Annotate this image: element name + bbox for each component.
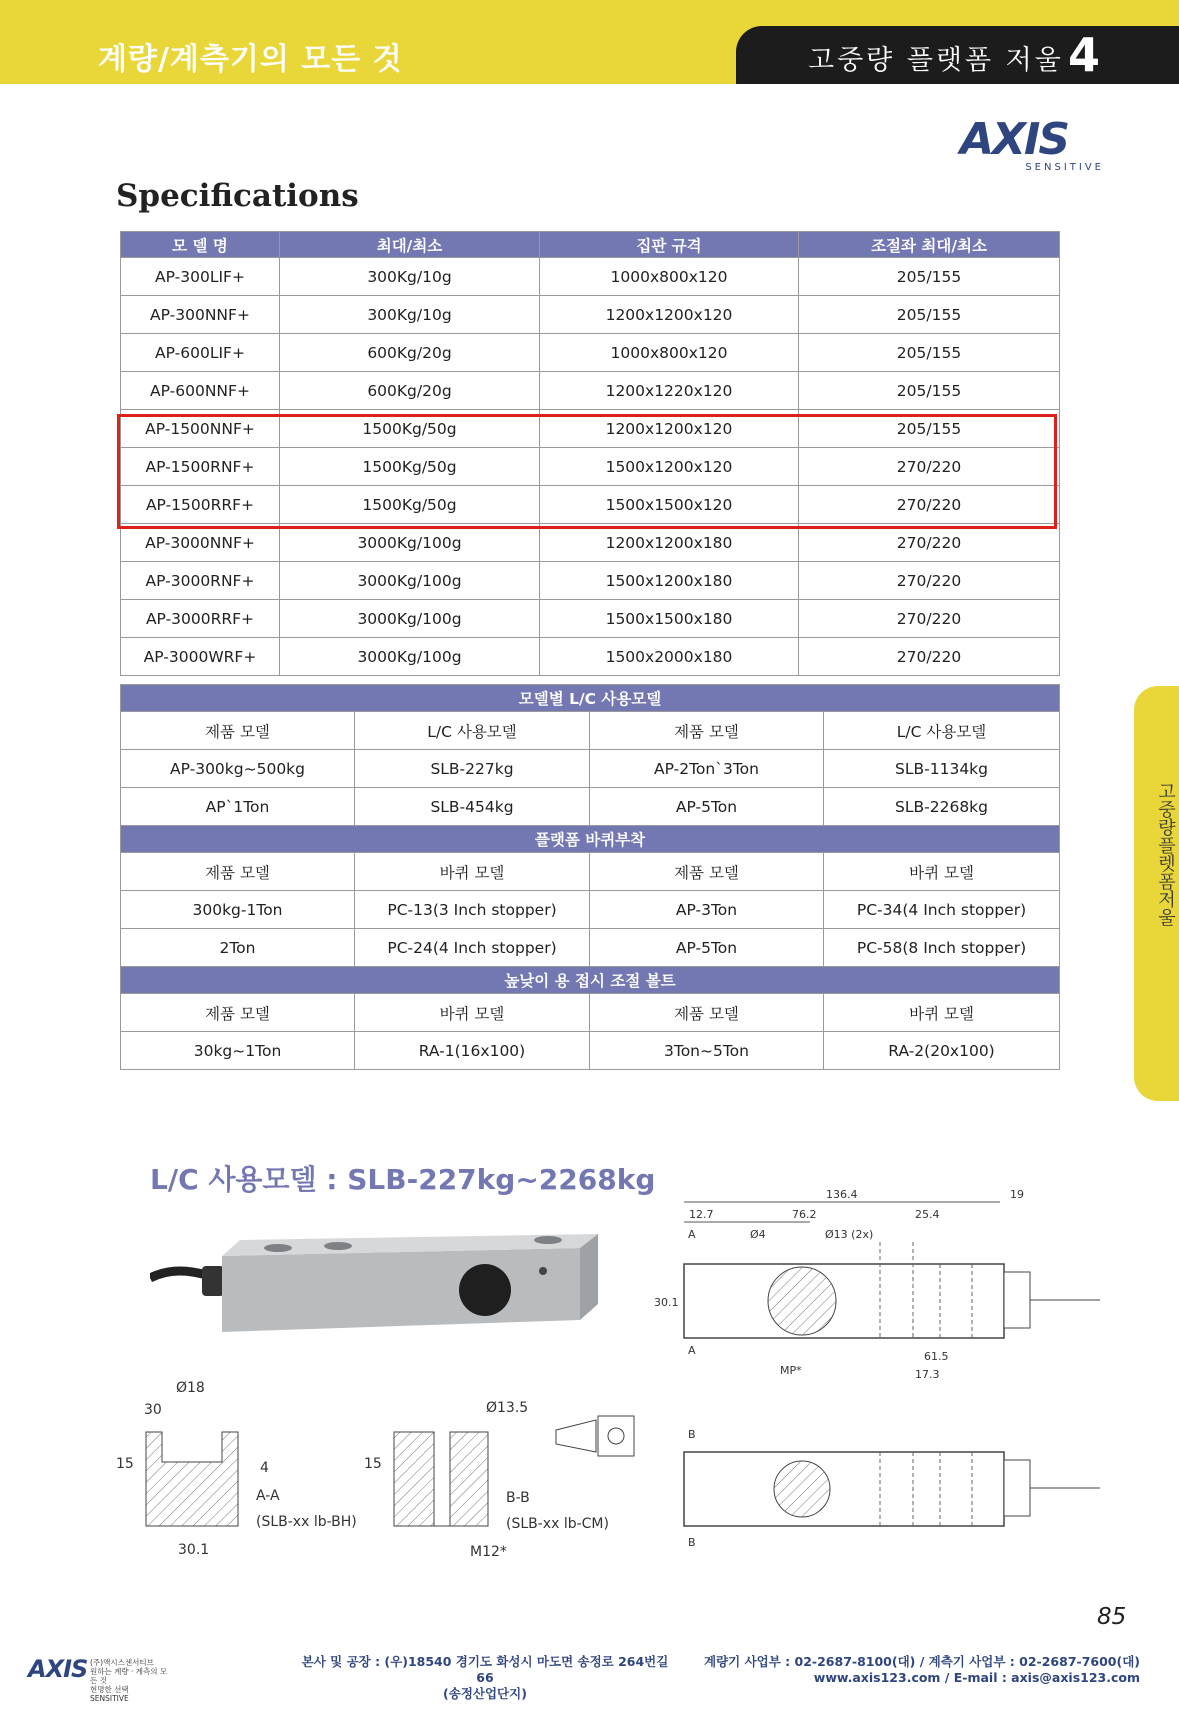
spec-header-row [121, 232, 1060, 258]
spec-cell: AP-3000WRF+ [121, 638, 280, 676]
svg-text:B: B [688, 1536, 696, 1549]
footer-company-tagline2: 현명한 선택 [90, 1685, 129, 1694]
section-col-header: 제품 모델 [590, 853, 824, 891]
section-cell: 2Ton [121, 929, 355, 967]
svg-text:MP*: MP* [780, 1364, 802, 1377]
footer-address-line2: (송정산업단지) [443, 1686, 527, 1701]
spec-cell: 3000Kg/100g [280, 600, 540, 638]
section-col-header: 제품 모델 [590, 712, 824, 750]
section-col-header: 제품 모델 [121, 994, 355, 1032]
spec-cell: 270/220 [799, 638, 1060, 676]
section-title: 높낮이 용 접시 조절 볼트 [121, 967, 1060, 994]
lc-model-title: L/C 사용모델 : SLB-227kg~2268kg [150, 1163, 656, 1196]
spec-cell: 1200x1220x120 [540, 372, 799, 410]
section-row [121, 788, 1060, 826]
spec-cell: AP-300NNF+ [121, 296, 280, 334]
footer-company-name: (주)액시스센서티브 [90, 1658, 154, 1667]
svg-text:25.4: 25.4 [915, 1208, 940, 1221]
svg-text:30.1: 30.1 [178, 1542, 210, 1558]
spec-cell: 1500Kg/50g [280, 410, 540, 448]
svg-text:Ø18: Ø18 [176, 1380, 205, 1396]
spec-cell: 205/155 [799, 258, 1060, 296]
spec-col-header: 조절좌 최대/최소 [799, 232, 1060, 258]
spec-cell: 1500x2000x180 [540, 638, 799, 676]
section-title: 플랫폼 바퀴부착 [121, 826, 1060, 853]
section-col-header: 바퀴 모델 [824, 853, 1060, 891]
banner-title: 계량/계측기의 모든 것 [98, 42, 403, 77]
svg-text:12.7: 12.7 [689, 1208, 714, 1221]
logo-sub: SENSITIVE [1025, 162, 1104, 173]
footer-logo-word: AXIS [28, 1655, 88, 1683]
spec-cell: 1000x800x120 [540, 258, 799, 296]
section-cell: 30kg~1Ton [121, 1032, 355, 1070]
spec-cell: AP-1500RRF+ [121, 486, 280, 524]
section-cell: SLB-2268kg [824, 788, 1060, 826]
section-col-header: 바퀴 모델 [355, 853, 590, 891]
svg-text:(SLB-xx lb-BH): (SLB-xx lb-BH) [256, 1514, 357, 1530]
spec-cell: AP-600NNF+ [121, 372, 280, 410]
footer-company-info [90, 1658, 170, 1703]
svg-text:Ø4: Ø4 [750, 1228, 766, 1241]
section-row [121, 1032, 1060, 1070]
spec-cell: 1500x1500x180 [540, 600, 799, 638]
spec-cell: AP-3000RRF+ [121, 600, 280, 638]
spec-row [121, 562, 1060, 600]
section-cell: 3Ton~5Ton [590, 1032, 824, 1070]
svg-text:A: A [688, 1228, 696, 1241]
side-view-drawing [654, 1190, 1100, 1381]
spec-cell: 300Kg/10g [280, 296, 540, 334]
svg-text:30: 30 [144, 1402, 162, 1418]
spec-cell: 1500x1200x180 [540, 562, 799, 600]
chapter-tab [736, 26, 1179, 84]
spec-cell: 1200x1200x120 [540, 410, 799, 448]
spec-cell: AP-300LIF+ [121, 258, 280, 296]
svg-text:(SLB-xx lb-CM): (SLB-xx lb-CM) [506, 1516, 609, 1532]
svg-text:76.2: 76.2 [792, 1208, 817, 1221]
section-cell: SLB-454kg [355, 788, 590, 826]
section-a-drawing [116, 1380, 357, 1558]
highlight-box [117, 414, 1057, 529]
section-cell: RA-1(16x100) [355, 1032, 590, 1070]
bottom-view-drawing [684, 1428, 1100, 1549]
spec-row [121, 638, 1060, 676]
svg-text:B-B: B-B [506, 1490, 530, 1506]
section-cell: AP-5Ton [590, 929, 824, 967]
svg-text:15: 15 [364, 1456, 382, 1472]
spec-cell: 270/220 [799, 448, 1060, 486]
spec-cell: 270/220 [799, 486, 1060, 524]
section-title-row [121, 967, 1060, 994]
section-row [121, 929, 1060, 967]
spec-col-header: 집판 규격 [540, 232, 799, 258]
svg-text:4: 4 [260, 1460, 269, 1476]
spec-cell: 205/155 [799, 410, 1060, 448]
side-tab-label: 고중량플렛폼저울 [1155, 782, 1176, 926]
section-col-header: 제품 모델 [590, 994, 824, 1032]
section-col-header: 제품 모델 [121, 853, 355, 891]
svg-text:B: B [688, 1428, 696, 1441]
section-cell: SLB-1134kg [824, 750, 1060, 788]
svg-text:15: 15 [116, 1456, 134, 1472]
spec-row [121, 600, 1060, 638]
spec-cell: AP-3000RNF+ [121, 562, 280, 600]
spec-cell: 600Kg/20g [280, 372, 540, 410]
footer-contact [700, 1654, 1140, 1686]
spec-cell: 3000Kg/100g [280, 562, 540, 600]
spec-cell: 270/220 [799, 524, 1060, 562]
section-cell: AP-5Ton [590, 788, 824, 826]
svg-text:A: A [688, 1344, 696, 1357]
section-cell: PC-34(4 Inch stopper) [824, 891, 1060, 929]
spec-cell: 270/220 [799, 600, 1060, 638]
footer-logo [28, 1655, 87, 1683]
top-banner [0, 0, 1179, 84]
section-cell: PC-13(3 Inch stopper) [355, 891, 590, 929]
section-row [121, 891, 1060, 929]
svg-text:M12*: M12* [470, 1544, 507, 1560]
spec-cell: AP-1500RNF+ [121, 448, 280, 486]
spec-cell: 1200x1200x180 [540, 524, 799, 562]
footer-contact-phone: 계량기 사업부 : 02-2687-8100(대) / 계측기 사업부 : 02-2687-7600(대) [704, 1654, 1140, 1669]
section-title-row [121, 826, 1060, 853]
spec-cell: 270/220 [799, 562, 1060, 600]
section-col-header: L/C 사용모델 [824, 712, 1060, 750]
section-col-header: 제품 모델 [121, 712, 355, 750]
spec-cell: 1500Kg/50g [280, 448, 540, 486]
spec-cell: 1500x1200x120 [540, 448, 799, 486]
spec-cell: 600Kg/20g [280, 334, 540, 372]
logo-word: AXIS [960, 114, 1069, 165]
section-header-row [121, 712, 1060, 750]
footer-address-line1: 본사 및 공장 : (우)18540 경기도 화성시 마도면 송정로 264번길 66 [301, 1654, 669, 1685]
svg-text:17.3: 17.3 [915, 1368, 940, 1381]
spec-cell: 1500Kg/50g [280, 486, 540, 524]
section-cell: SLB-227kg [355, 750, 590, 788]
section-col-header: 바퀴 모델 [824, 994, 1060, 1032]
lc-table [120, 684, 1060, 1070]
section-title: 모델별 L/C 사용모델 [121, 685, 1060, 712]
section-b-drawing [364, 1400, 609, 1560]
svg-text:30.1: 30.1 [654, 1296, 679, 1309]
section-cell: PC-24(4 Inch stopper) [355, 929, 590, 967]
footer-address [300, 1654, 670, 1702]
spec-col-header: 최대/최소 [280, 232, 540, 258]
section-cell: PC-58(8 Inch stopper) [824, 929, 1060, 967]
section-header-row [121, 853, 1060, 891]
spec-cell: 1000x800x120 [540, 334, 799, 372]
spec-title: Specifications [116, 178, 359, 214]
svg-text:Ø13.5: Ø13.5 [486, 1400, 529, 1416]
svg-text:19: 19 [1010, 1190, 1024, 1201]
section-header-row [121, 994, 1060, 1032]
technical-drawing [110, 1190, 1100, 1570]
page-number: 85 [1097, 1604, 1127, 1630]
chapter-number: 4 [1068, 28, 1101, 82]
chapter-label: 고중량 플랫폼 저울 [808, 45, 1064, 76]
spec-cell: 3000Kg/100g [280, 524, 540, 562]
spec-cell: AP-1500NNF+ [121, 410, 280, 448]
svg-text:61.5: 61.5 [924, 1350, 949, 1363]
spec-cell: 1200x1200x120 [540, 296, 799, 334]
section-row [121, 750, 1060, 788]
spec-cell: 3000Kg/100g [280, 638, 540, 676]
spec-row [121, 524, 1060, 562]
section-cell: AP-2Ton`3Ton [590, 750, 824, 788]
section-cell: AP-300kg~500kg [121, 750, 355, 788]
spec-cell: AP-600LIF+ [121, 334, 280, 372]
spec-row [121, 296, 1060, 334]
spec-row [121, 372, 1060, 410]
side-tab [1134, 686, 1179, 1101]
section-col-header: 바퀴 모델 [355, 994, 590, 1032]
spec-cell: 205/155 [799, 296, 1060, 334]
section-cell: AP`1Ton [121, 788, 355, 826]
axis-logo [960, 114, 1110, 174]
spec-row [121, 258, 1060, 296]
spec-cell: 300Kg/10g [280, 258, 540, 296]
svg-text:A-A: A-A [256, 1488, 280, 1504]
spec-cell: AP-3000NNF+ [121, 524, 280, 562]
section-title-row [121, 685, 1060, 712]
section-col-header: L/C 사용모델 [355, 712, 590, 750]
section-cell: 300kg-1Ton [121, 891, 355, 929]
spec-cell: 205/155 [799, 372, 1060, 410]
section-cell: RA-2(20x100) [824, 1032, 1060, 1070]
spec-cell: 1500x1500x120 [540, 486, 799, 524]
footer-company-tagline: 원하는 계량 · 계측의 모든 것 [90, 1667, 168, 1685]
spec-col-header: 모 델 명 [121, 232, 280, 258]
spec-cell: 205/155 [799, 334, 1060, 372]
svg-text:136.4: 136.4 [826, 1190, 858, 1201]
footer-logo-sub: SENSITIVE [90, 1694, 129, 1703]
footer-contact-web: www.axis123.com / E-mail : axis@axis123.com [813, 1670, 1140, 1685]
section-cell: AP-3Ton [590, 891, 824, 929]
svg-text:Ø13 (2x): Ø13 (2x) [825, 1228, 874, 1241]
spec-row [121, 334, 1060, 372]
